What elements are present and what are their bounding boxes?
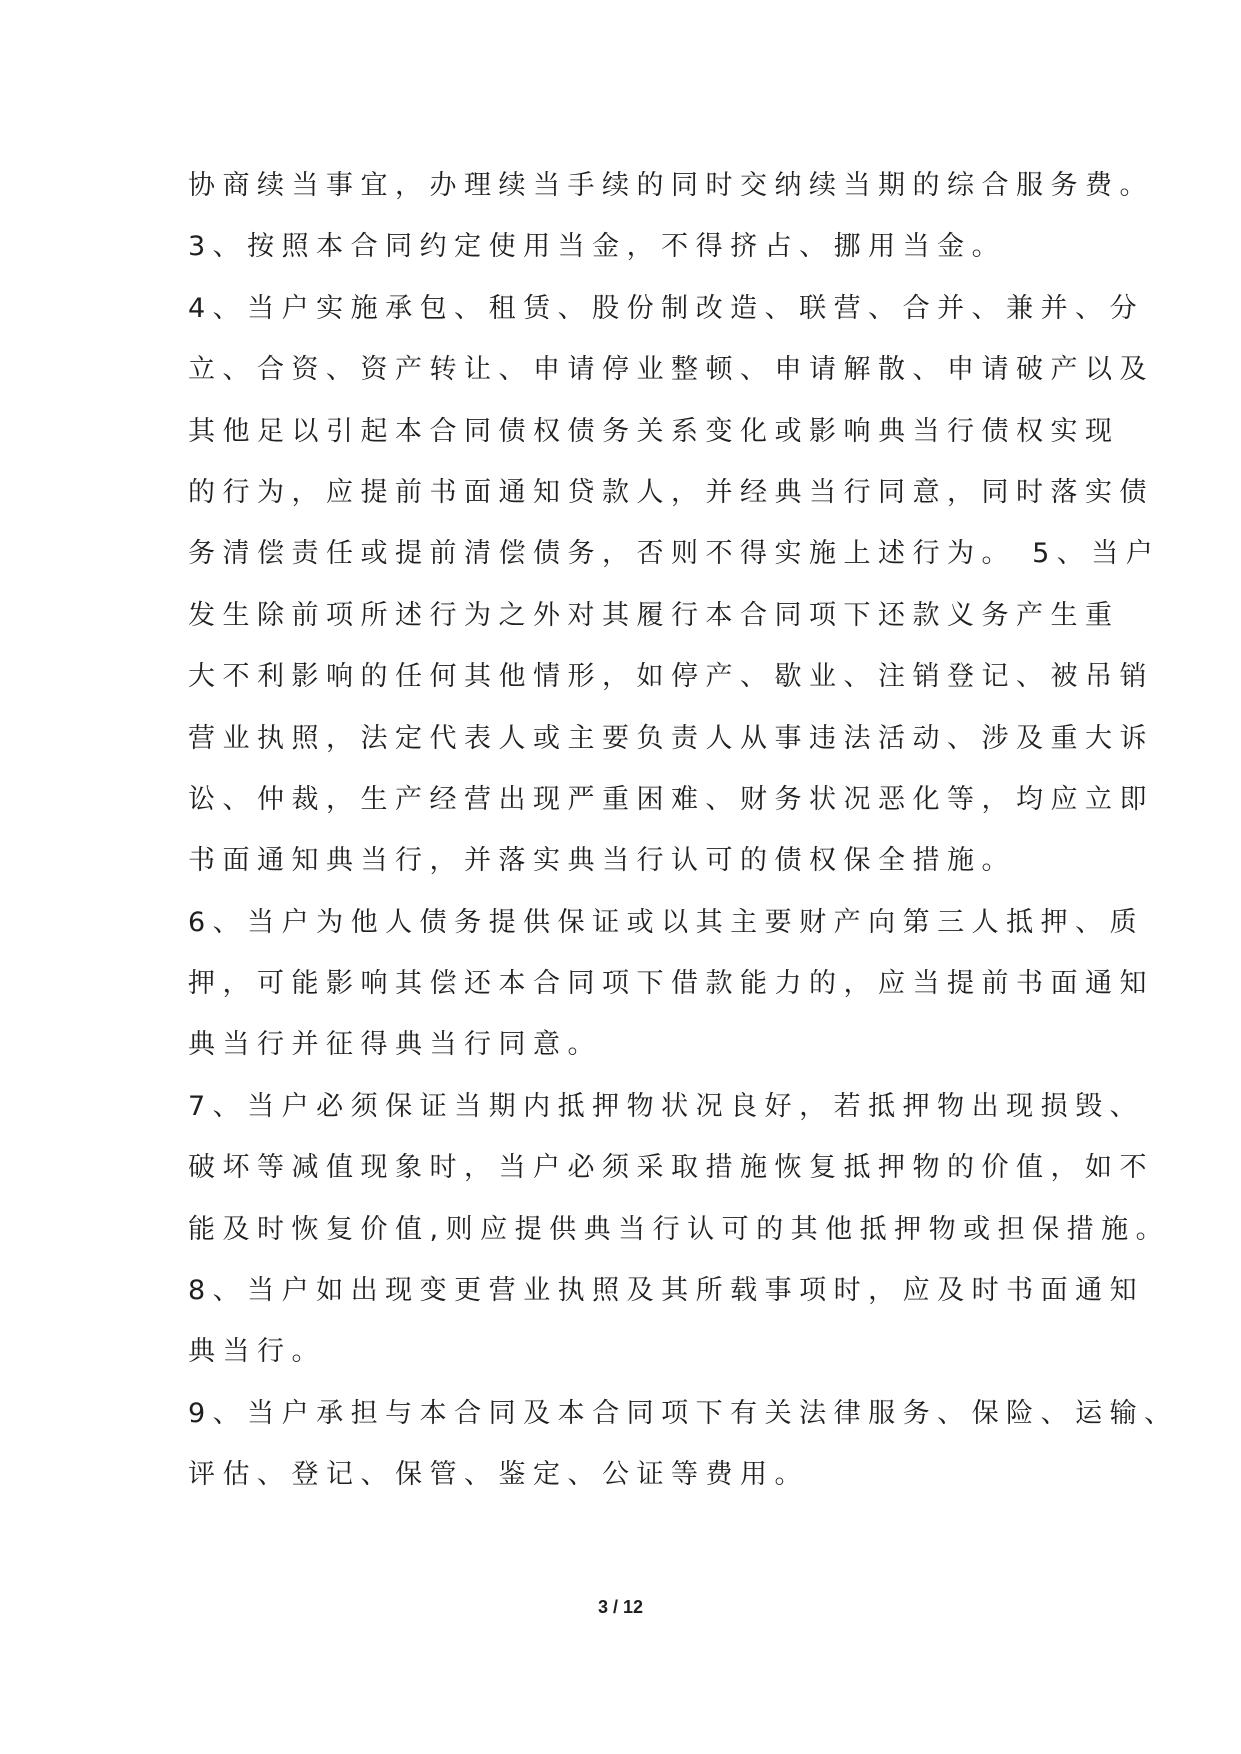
text-line: 典当行。 [188, 1336, 326, 1368]
text-line: 营业执照，法定代表人或主要负责人从事违法活动、涉及重大诉 [188, 722, 1154, 754]
text-line: 典当行并征得典当行同意。 [188, 1029, 602, 1061]
text-line: 破坏等减值现象时，当户必须采取措施恢复抵押物的价值，如不 [188, 1152, 1154, 1184]
text-line: 其他足以引起本合同债权债务关系变化或影响典当行债权实现 [188, 415, 1120, 447]
text-line: 协商续当事宜，办理续当手续的同时交纳续当期的综合服务费。 [188, 170, 1154, 201]
text-line: 讼、仲裁，生产经营出现严重困难、财务状况恶化等，均应立即 [188, 783, 1154, 815]
text-line: 7、当户必须保证当期内抵押物状况良好，若抵押物出现损毁、 [188, 1090, 1145, 1122]
text-line: 4、当户实施承包、租赁、股份制改造、联营、合并、兼并、分 [188, 292, 1145, 324]
page-number: 3 / 12 [597, 1597, 644, 1617]
text-line: 押，可能影响其偿还本合同项下借款能力的，应当提前书面通知 [188, 968, 1154, 1000]
text-line: 6、当户为他人债务提供保证或以其主要财产向第三人抵押、质 [188, 906, 1145, 938]
document-body [188, 155, 1179, 1506]
text-line: 务清偿责任或提前清偿债务，否则不得实施上述行为。 5、当户 [188, 538, 1161, 570]
text-line: 立、合资、资产转让、申请停业整顿、申请解散、申请破产以及 [188, 354, 1154, 386]
text-line: 8、当户如出现变更营业执照及其所载事项时，应及时书面通知 [188, 1275, 1145, 1307]
text-line: 3、按照本合同约定使用当金，不得挤占、挪用当金。 [188, 231, 1007, 263]
text-line: 的行为，应提前书面通知贷款人，并经典当行同意，同时落实债 [188, 476, 1154, 508]
text-line: 大不利影响的任何其他情形，如停产、歇业、注销登记、被吊销 [188, 661, 1154, 693]
text-line: 9、当户承担与本合同及本合同项下有关法律服务、保险、运输、 [188, 1397, 1179, 1429]
text-line: 发生除前项所述行为之外对其履行本合同项下还款义务产生重 [188, 599, 1120, 631]
text-line: 能及时恢复价值,则应提供典当行认可的其他抵押物或担保措施。 [188, 1213, 1171, 1245]
text-line: 书面通知典当行，并落实典当行认可的债权保全措施。 [188, 845, 1016, 877]
text-line: 评估、登记、保管、鉴定、公证等费用。 [188, 1459, 809, 1491]
